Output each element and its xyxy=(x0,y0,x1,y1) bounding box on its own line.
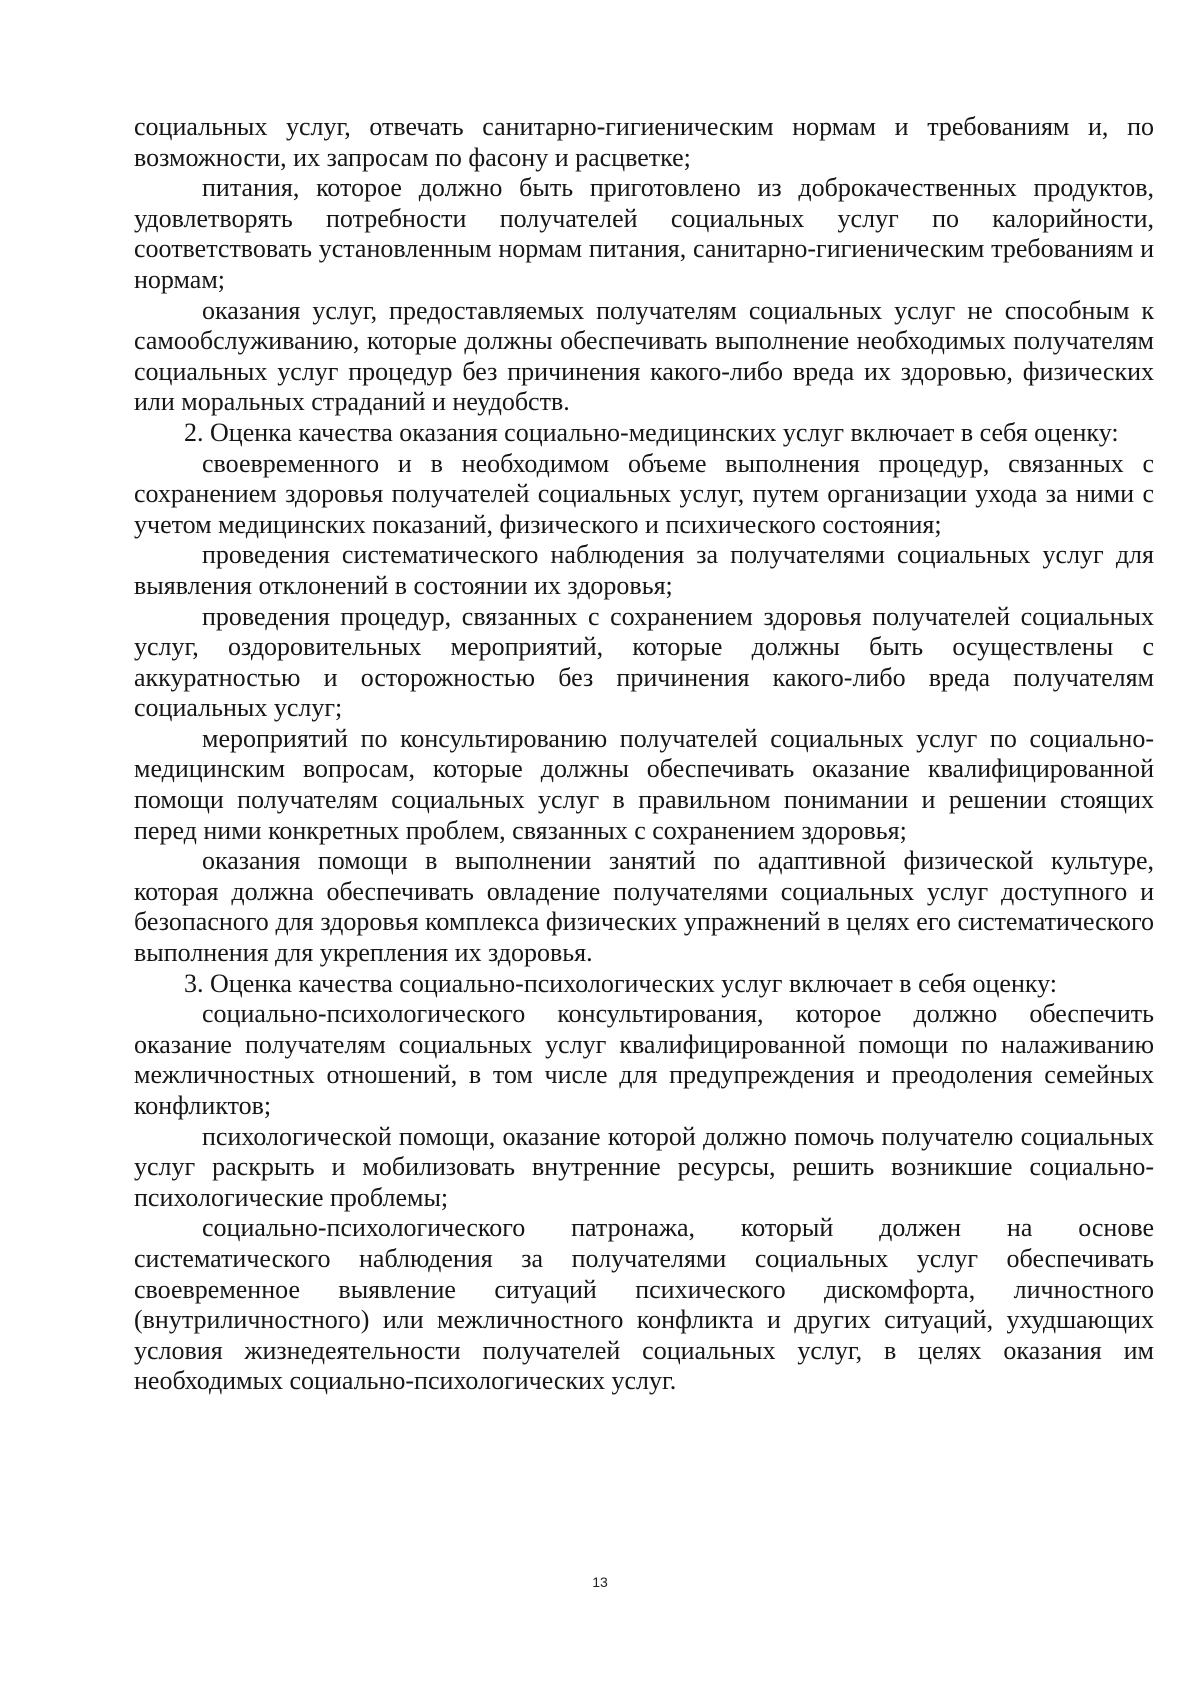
paragraph-services-non-self-care: оказания услуг, предоставляемых получателям социальных услуг не способным к самообслуживанию, которые должны обеспечивать выполнение необходимых получателям социальных услуг процедур без причинения какого-либо вреда их здоровью, физических или моральных страданий и неудобств. xyxy=(134,295,1154,417)
document-body xyxy=(134,112,1154,1397)
paragraph-psychological-consulting: социально-психологического консультирования, которое должно обеспечить оказание получателям социальных услуг квалифицированной помощи по налаживанию межличностных отношений, в том числе для предупреждения и преодоления семейных конфликтов; xyxy=(134,999,1154,1120)
paragraph-systematic-observation: проведения систематического наблюдения за получателями социальных услуг для выявления отклонений в состоянии их здоровья; xyxy=(134,540,1154,600)
paragraph-health-procedures: проведения процедур, связанных с сохранением здоровья получателей социальных услуг, оздоровительных мероприятий, которые должны быть осуществлены с аккуратностью и осторожностью без причинения какого-либо вреда получателям социальных услуг; xyxy=(134,601,1154,723)
paragraph-timely-procedures: своевременного и в необходимом объеме выполнения процедур, связанных с сохранением здоровья получателей социальных услуг, путем организации ухода за ними с учетом медицинских показаний, физического и психического состояния; xyxy=(134,448,1154,539)
paragraph-adaptive-physical-culture: оказания помощи в выполнении занятий по адаптивной физической культуре, которая должна обеспечивать овладение получателями социальных услуг доступного и безопасного для здоровья комплекса физических упражнений в целях его систематического выполнения для укрепления их здоровья. xyxy=(134,846,1154,968)
page-number: 13 xyxy=(592,1574,608,1590)
paragraph-section-3-heading: 3. Оценка качества социально-психологических услуг включает в себя оценку: xyxy=(184,968,1058,998)
paragraph-consulting-activities: мероприятий по консультированию получателей социальных услуг по социально-медицинским вопросам, которые должны обеспечивать оказание квалифицированной помощи получателям социальных услуг в правильном понимании и решении стоящих перед ними конкретных проблем, связанных с сохранением здоровья; xyxy=(134,723,1154,845)
paragraph-continuation: социальных услуг, отвечать санитарно-гигиеническим нормам и требованиям и, по возможности, их запросам по фасону и расцветке; xyxy=(134,112,1154,172)
paragraph-psychological-patronage: социально-психологического патронажа, который должен на основе систематического наблюдения за получателями социальных услуг обеспечивать своевременное выявление ситуаций психического дискомфорта, личностного (внутриличностного) или межличностного конфликта и других ситуаций, ухудшающих условия жизнедеятельности получателей социальных услуг, в целях оказания им необходимых социально-психологических услуг. xyxy=(134,1213,1154,1396)
paragraph-nutrition: питания, которое должно быть приготовлено из доброкачественных продуктов, удовлетворять потребности получателей социальных услуг по калорийности, соответствовать установленным нормам питания, санитарно-гигиеническим требованиям и нормам; xyxy=(134,173,1154,294)
paragraph-section-2-heading: 2. Оценка качества оказания социально-медицинских услуг включает в себя оценку: xyxy=(184,417,1119,447)
paragraph-psychological-help: психологической помощи, оказание которой должно помочь получателю социальных услуг раскрыть и мобилизовать внутренние ресурсы, решить возникшие социально-психологические проблемы; xyxy=(134,1121,1154,1212)
